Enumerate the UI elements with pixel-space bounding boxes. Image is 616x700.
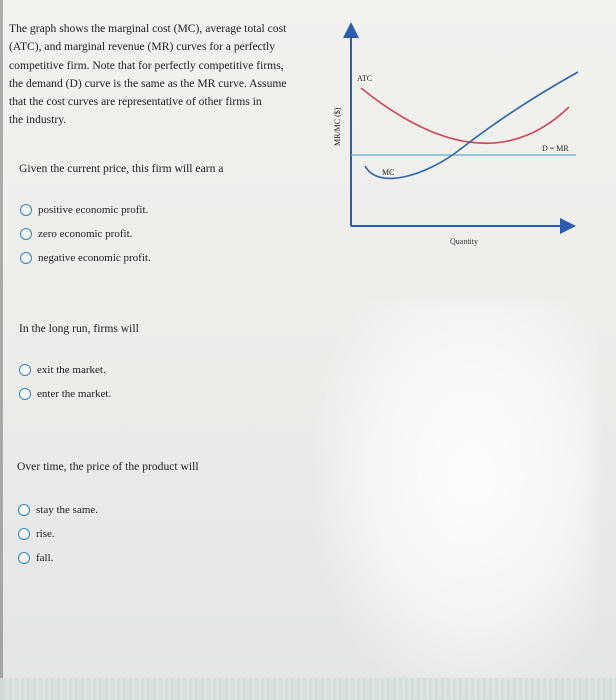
prompt-line: the demand (D) curve is the same as the MR curve. Assume (9, 76, 287, 90)
y-axis-label: MR/MC ($) (333, 107, 342, 146)
prompt-line: The graph shows the marginal cost (MC), average total cost (9, 22, 287, 35)
radio-circle-icon[interactable] (18, 552, 30, 564)
question-1-text: Given the current price, this firm will earn a (19, 162, 224, 175)
cost-curves-graph (330, 18, 580, 258)
option-label: exit the market. (37, 364, 106, 376)
question-1-options (20, 198, 151, 270)
x-axis-label: Quantity (450, 237, 478, 246)
option-rise[interactable] (18, 522, 98, 546)
prompt-line: the industry. (9, 113, 67, 127)
radio-circle-icon[interactable] (19, 388, 31, 400)
option-positive-profit[interactable] (20, 198, 151, 222)
question-3-options (18, 498, 98, 570)
mc-label: MC (382, 168, 395, 177)
option-label: stay the same. (36, 504, 99, 516)
prompt-line: that the cost curves are representative of other firms in (9, 95, 262, 109)
option-label: zero economic profit. (38, 228, 133, 240)
radio-circle-icon[interactable] (18, 504, 30, 516)
question-2-text: In the long run, firms will (19, 322, 139, 335)
radio-circle-icon[interactable] (18, 528, 30, 540)
option-label: enter the market. (37, 388, 112, 400)
option-stay-same[interactable] (18, 498, 98, 522)
left-edge-shadow (0, 0, 3, 700)
question-prompt (9, 20, 299, 130)
option-exit-market[interactable] (19, 358, 111, 382)
option-fall[interactable] (18, 546, 98, 570)
question-2-options (19, 358, 111, 406)
radio-circle-icon[interactable] (20, 252, 32, 264)
option-label: negative economic profit. (38, 252, 151, 264)
prompt-line: (ATC), and marginal revenue (MR) curves for a perfectly (9, 40, 276, 54)
prompt-line: competitive firm. Note that for perfectly competitive firms, (9, 58, 284, 72)
option-label: fall. (36, 552, 54, 564)
atc-label: ATC (357, 74, 373, 83)
option-label: rise. (36, 528, 55, 540)
radio-circle-icon[interactable] (20, 228, 32, 240)
option-label: positive economic profit. (38, 204, 149, 216)
option-enter-market[interactable] (19, 382, 111, 406)
dmr-label: D = MR (542, 144, 569, 153)
option-negative-profit[interactable] (20, 246, 151, 270)
bottom-edge-strip (0, 678, 616, 700)
question-3-text: Over time, the price of the product will (17, 460, 199, 473)
option-zero-profit[interactable] (20, 222, 151, 246)
radio-circle-icon[interactable] (20, 204, 32, 216)
radio-circle-icon[interactable] (19, 364, 31, 376)
